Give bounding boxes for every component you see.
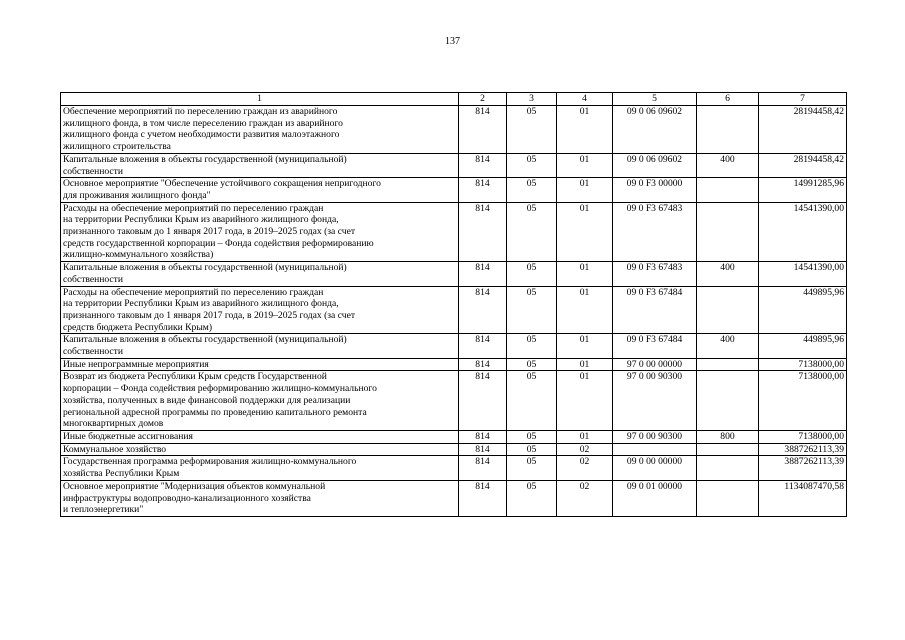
row-target-article-cell: 09 0 01 00000 xyxy=(613,480,697,516)
row-grbs-cell: 814 xyxy=(459,358,507,371)
row-target-article-cell: 09 0 00 00000 xyxy=(613,456,697,480)
row-subsection-cell: 01 xyxy=(557,334,613,358)
table-row xyxy=(61,262,847,286)
row-amount-cell: 7138000,00 xyxy=(759,430,847,443)
row-grbs-cell: 814 xyxy=(459,334,507,358)
row-subsection-cell: 01 xyxy=(557,202,613,262)
row-amount-cell: 449895,96 xyxy=(759,334,847,358)
row-amount-cell: 14541390,00 xyxy=(759,262,847,286)
row-name-cell: Основное мероприятие "Модернизация объектов коммунальной инфраструктуры водопроводно-канализационного хозяйства и теплоэнергетики" xyxy=(61,480,459,516)
row-expense-type-cell xyxy=(697,443,759,456)
header-col-5: 5 xyxy=(613,93,697,106)
row-grbs-cell: 814 xyxy=(459,153,507,177)
row-subsection-cell: 01 xyxy=(557,430,613,443)
row-amount-cell: 3887262113,39 xyxy=(759,456,847,480)
table-row xyxy=(61,430,847,443)
row-target-article-cell: 09 0 06 09602 xyxy=(613,153,697,177)
row-section-cell: 05 xyxy=(507,178,557,202)
row-amount-cell: 1134087470,58 xyxy=(759,480,847,516)
row-name-cell: Государственная программа реформирования жилищно-коммунального хозяйства Республики Крым xyxy=(61,456,459,480)
row-section-cell: 05 xyxy=(507,430,557,443)
row-target-article-cell: 09 0 06 09602 xyxy=(613,106,697,154)
row-grbs-cell: 814 xyxy=(459,202,507,262)
row-subsection-cell: 02 xyxy=(557,456,613,480)
header-col-7: 7 xyxy=(759,93,847,106)
row-expense-type-cell xyxy=(697,178,759,202)
row-name-cell: Коммунальное хозяйство xyxy=(61,443,459,456)
table-row xyxy=(61,371,847,431)
row-target-article-cell: 09 0 F3 67483 xyxy=(613,202,697,262)
row-grbs-cell: 814 xyxy=(459,178,507,202)
row-name-cell: Иные непрограммные мероприятия xyxy=(61,358,459,371)
row-target-article-cell: 09 0 F3 00000 xyxy=(613,178,697,202)
table-row xyxy=(61,334,847,358)
table-row xyxy=(61,456,847,480)
row-section-cell: 05 xyxy=(507,262,557,286)
row-target-article-cell: 97 0 00 00000 xyxy=(613,358,697,371)
row-name-cell: Капитальные вложения в объекты государственной (муниципальной) собственности xyxy=(61,334,459,358)
row-amount-cell: 14541390,00 xyxy=(759,202,847,262)
header-col-6: 6 xyxy=(697,93,759,106)
table-row xyxy=(61,202,847,262)
row-expense-type-cell: 800 xyxy=(697,430,759,443)
row-subsection-cell: 01 xyxy=(557,358,613,371)
row-expense-type-cell: 400 xyxy=(697,334,759,358)
header-col-3: 3 xyxy=(507,93,557,106)
table-row xyxy=(61,178,847,202)
row-section-cell: 05 xyxy=(507,480,557,516)
row-section-cell: 05 xyxy=(507,334,557,358)
row-name-cell: Иные бюджетные ассигнования xyxy=(61,430,459,443)
table-row xyxy=(61,358,847,371)
row-subsection-cell: 02 xyxy=(557,480,613,516)
row-subsection-cell: 01 xyxy=(557,371,613,431)
row-grbs-cell: 814 xyxy=(459,371,507,431)
row-subsection-cell: 01 xyxy=(557,106,613,154)
row-amount-cell: 14991285,96 xyxy=(759,178,847,202)
row-subsection-cell: 01 xyxy=(557,286,613,334)
row-subsection-cell: 01 xyxy=(557,178,613,202)
row-expense-type-cell xyxy=(697,358,759,371)
row-expense-type-cell xyxy=(697,286,759,334)
row-section-cell: 05 xyxy=(507,153,557,177)
row-name-cell: Обеспечение мероприятий по переселению граждан из аварийного жилищного фонда, в том числе переселению граждан из аварийного жилищного фонда с учетом необходимости развития малоэтажного жилищного строительства xyxy=(61,106,459,154)
row-section-cell: 05 xyxy=(507,371,557,431)
row-section-cell: 05 xyxy=(507,443,557,456)
row-name-cell: Основное мероприятие "Обеспечение устойчивого сокращения непригодного для проживания жилищного фонда" xyxy=(61,178,459,202)
table-header-row xyxy=(61,93,847,106)
row-expense-type-cell xyxy=(697,480,759,516)
row-grbs-cell: 814 xyxy=(459,456,507,480)
row-section-cell: 05 xyxy=(507,358,557,371)
table-row xyxy=(61,480,847,516)
row-section-cell: 05 xyxy=(507,106,557,154)
table-body xyxy=(61,106,847,517)
row-subsection-cell: 02 xyxy=(557,443,613,456)
row-name-cell: Расходы на обеспечение мероприятий по переселению граждан на территории Республики Крым из аварийного жилищного фонда, признанного таковым до 1 января 2017 года, в 2019–2025 годах (за счет средств государственной корпорации – Фонда содействия реформированию жилищно-коммунального хозяйства) xyxy=(61,202,459,262)
header-col-1: 1 xyxy=(61,93,459,106)
row-grbs-cell: 814 xyxy=(459,480,507,516)
row-section-cell: 05 xyxy=(507,456,557,480)
table-row xyxy=(61,153,847,177)
table-row xyxy=(61,106,847,154)
row-target-article-cell: 09 0 F3 67483 xyxy=(613,262,697,286)
row-target-article-cell: 97 0 00 90300 xyxy=(613,430,697,443)
row-target-article-cell: 09 0 F3 67484 xyxy=(613,334,697,358)
budget-table xyxy=(60,92,847,517)
table-row xyxy=(61,286,847,334)
row-name-cell: Капитальные вложения в объекты государственной (муниципальной) собственности xyxy=(61,262,459,286)
row-amount-cell: 28194458,42 xyxy=(759,153,847,177)
row-amount-cell: 7138000,00 xyxy=(759,358,847,371)
row-grbs-cell: 814 xyxy=(459,286,507,334)
row-amount-cell: 28194458,42 xyxy=(759,106,847,154)
row-subsection-cell: 01 xyxy=(557,153,613,177)
row-target-article-cell xyxy=(613,443,697,456)
row-grbs-cell: 814 xyxy=(459,106,507,154)
header-col-2: 2 xyxy=(459,93,507,106)
row-target-article-cell: 09 0 F3 67484 xyxy=(613,286,697,334)
row-grbs-cell: 814 xyxy=(459,430,507,443)
page-number: 137 xyxy=(445,36,460,47)
row-grbs-cell: 814 xyxy=(459,443,507,456)
row-subsection-cell: 01 xyxy=(557,262,613,286)
row-target-article-cell: 97 0 00 90300 xyxy=(613,371,697,431)
row-expense-type-cell xyxy=(697,456,759,480)
row-grbs-cell: 814 xyxy=(459,262,507,286)
row-expense-type-cell xyxy=(697,106,759,154)
row-section-cell: 05 xyxy=(507,286,557,334)
row-expense-type-cell xyxy=(697,371,759,431)
row-name-cell: Возврат из бюджета Республики Крым средств Государственной корпорации – Фонда содействия реформированию жилищно-коммунального хозяйства, полученных в виде финансовой поддержки для реализации региональной адресной программы по проведению капитального ремонта многоквартирных домов xyxy=(61,371,459,431)
row-expense-type-cell: 400 xyxy=(697,153,759,177)
table-row xyxy=(61,443,847,456)
row-expense-type-cell xyxy=(697,202,759,262)
row-name-cell: Капитальные вложения в объекты государственной (муниципальной) собственности xyxy=(61,153,459,177)
row-name-cell: Расходы на обеспечение мероприятий по переселению граждан на территории Республики Крым из аварийного жилищного фонда, признанного таковым до 1 января 2017 года, в 2019–2025 годах (за счет средств бюджета Республики Крым) xyxy=(61,286,459,334)
row-amount-cell: 7138000,00 xyxy=(759,371,847,431)
row-section-cell: 05 xyxy=(507,202,557,262)
row-amount-cell: 449895,96 xyxy=(759,286,847,334)
header-col-4: 4 xyxy=(557,93,613,106)
row-expense-type-cell: 400 xyxy=(697,262,759,286)
row-amount-cell: 3887262113,39 xyxy=(759,443,847,456)
